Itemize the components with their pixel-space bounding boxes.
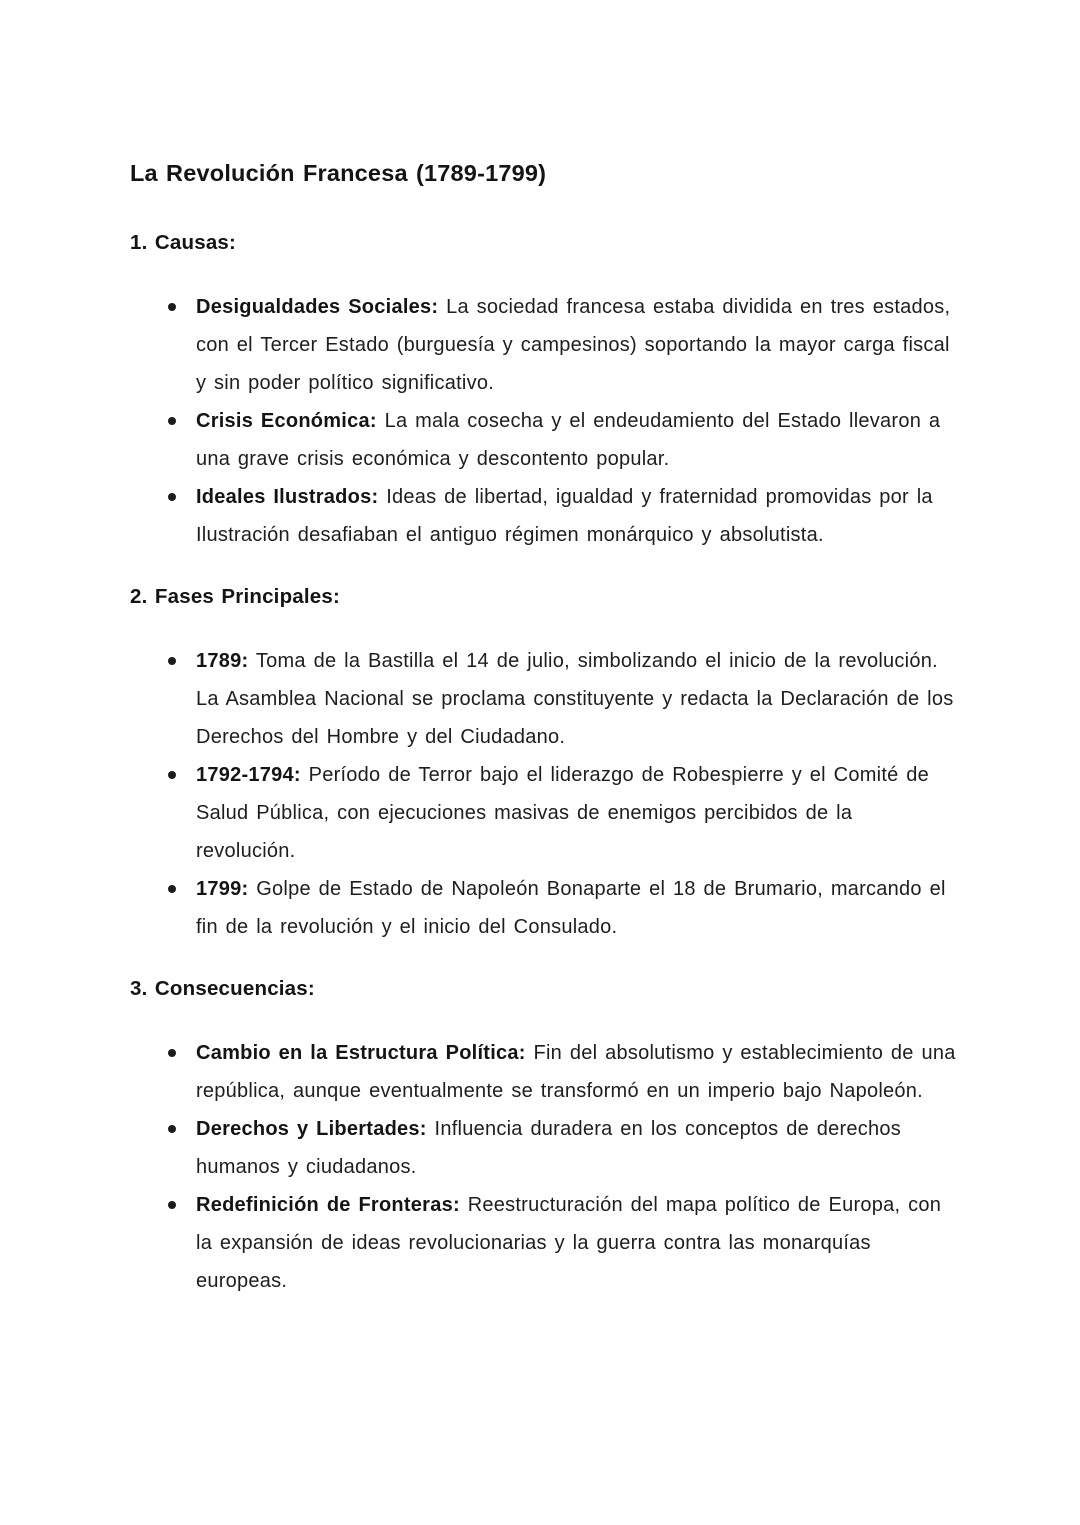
list-item (130, 642, 958, 756)
list-item (130, 402, 958, 478)
section-heading-fases: 2. Fases Principales: (130, 585, 341, 608)
section-heading-causas: 1. Causas: (130, 231, 237, 254)
bullet-text: La sociedad francesa estaba dividida en tres estados, con el Tercer Estado (burguesía y campesinos) soportando la mayor carga fiscal y sin poder político significativo. (196, 296, 951, 394)
bullet-text: Influencia duradera en los conceptos de derechos humanos y ciudadanos. (196, 1118, 902, 1178)
bullet-lead: Crisis Económica: (196, 410, 377, 432)
section-heading-consecuencias: 3. Consecuencias: (130, 977, 315, 1000)
bullet-list-fases (130, 642, 958, 946)
bullet-lead: 1792-1794: (196, 764, 301, 786)
bullet-text: Período de Terror bajo el liderazgo de Robespierre y el Comité de Salud Pública, con ejecuciones masivas de enemigos percibidos de la revolución. (196, 764, 930, 862)
list-item (130, 1186, 958, 1300)
bullet-text: Golpe de Estado de Napoleón Bonaparte el 18 de Brumario, marcando el fin de la revolución y el inicio del Consulado. (196, 878, 946, 938)
list-item (130, 478, 958, 554)
bullet-text: Ideas de libertad, igualdad y fraternidad promovidas por la Ilustración desafiaban el antiguo régimen monárquico y absolutista. (196, 486, 933, 546)
list-item (130, 870, 958, 946)
list-item (130, 1110, 958, 1186)
list-item (130, 288, 958, 402)
bullet-text: Reestructuración del mapa político de Europa, con la expansión de ideas revolucionarias y la guerra contra las monarquías europeas. (196, 1194, 942, 1292)
bullet-text: Toma de la Bastilla el 14 de julio, simbolizando el inicio de la revolución. La Asamblea Nacional se proclama constituyente y redacta la Declaración de los Derechos del Hombre y del Ciudadano. (196, 650, 954, 748)
bullet-lead: Cambio en la Estructura Política: (196, 1042, 526, 1064)
list-item (130, 1034, 958, 1110)
bullet-lead: Derechos y Libertades: (196, 1118, 427, 1140)
bullet-lead: Desigualdades Sociales: (196, 296, 439, 318)
section-consecuencias (130, 974, 958, 1300)
bullet-lead: 1789: (196, 650, 249, 672)
page-title: La Revolución Francesa (1789-1799) (130, 160, 547, 186)
bullet-list-causas (130, 288, 958, 554)
bullet-text: La mala cosecha y el endeudamiento del Estado llevaron a una grave crisis económica y descontento popular. (196, 410, 941, 470)
section-causas (130, 228, 958, 554)
list-item (130, 756, 958, 870)
bullet-lead: Redefinición de Fronteras: (196, 1194, 460, 1216)
section-fases (130, 582, 958, 946)
bullet-text: Fin del absolutismo y establecimiento de una república, aunque eventualmente se transformó en un imperio bajo Napoleón. (196, 1042, 956, 1102)
bullet-lead: 1799: (196, 878, 249, 900)
bullet-list-consecuencias (130, 1034, 958, 1300)
bullet-lead: Ideales Ilustrados: (196, 486, 379, 508)
